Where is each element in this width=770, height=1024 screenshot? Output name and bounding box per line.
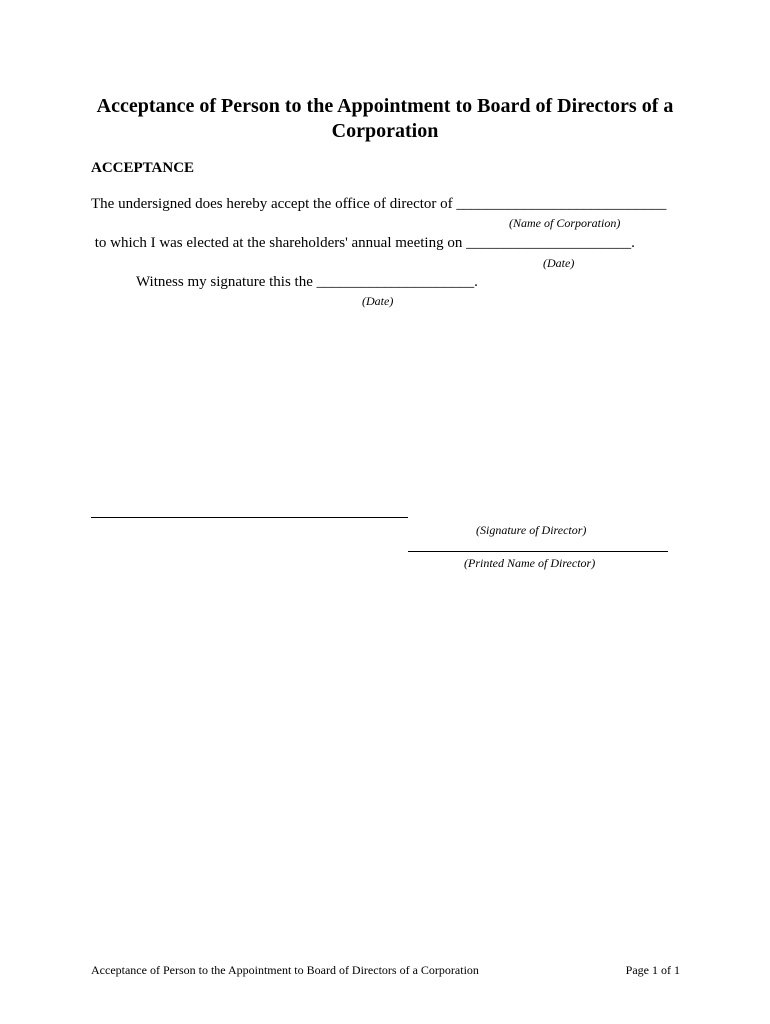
signature-line <box>91 517 408 518</box>
corporation-name-caption: (Name of Corporation) <box>509 216 621 230</box>
printed-name-line <box>408 551 668 552</box>
section-heading: ACCEPTANCE <box>91 160 195 176</box>
witness-statement: Witness my signature this the _____________________. <box>136 274 478 290</box>
witness-date-caption: (Date) <box>362 294 394 308</box>
printed-name-caption: (Printed Name of Director) <box>464 556 596 570</box>
footer-page-number: Page 1 of 1 <box>625 963 680 977</box>
document-title: Acceptance of Person to the Appointment to Board of Directors of a Corporation <box>96 95 674 142</box>
acceptance-statement: The undersigned does hereby accept the office of director of ____________________________ <box>91 196 667 212</box>
footer-title: Acceptance of Person to the Appointment to Board of Directors of a Corporation <box>91 963 479 977</box>
signature-caption: (Signature of Director) <box>476 523 587 537</box>
meeting-date-caption: (Date) <box>543 256 575 270</box>
election-statement: to which I was elected at the shareholders' annual meeting on ______________________. <box>91 235 635 251</box>
